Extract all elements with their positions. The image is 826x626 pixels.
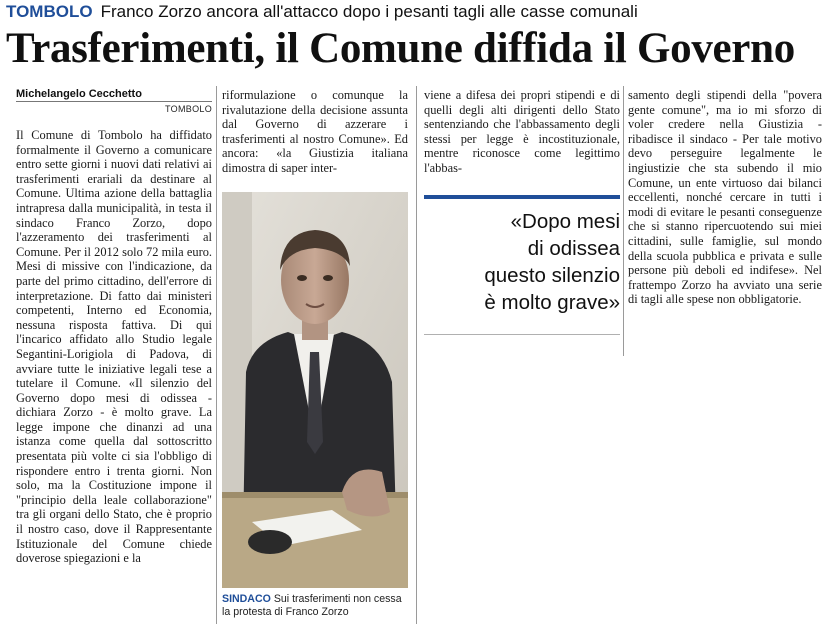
- article-text-col2: riformulazione o comunque la rivalutazione della decisione assunta dal Governo di azzerare i trasferimenti al nostro Comune». Ed ancora: «la Giustizia italiana dimostra di saper inter-: [222, 88, 408, 175]
- section-kicker: TOMBOLO: [6, 2, 93, 21]
- article-column-3: [424, 88, 620, 180]
- caption-label: SINDACO: [222, 593, 271, 605]
- subheadline: Franco Zorzo ancora all'attacco dopo i pesanti tagli alle casse comunali: [100, 2, 638, 21]
- pullquote-line-3: questo silenzio: [484, 264, 620, 287]
- pullquote-line-4: è molto grave»: [484, 291, 620, 314]
- headline: Trasferimenti, il Comune diffida il Governo: [6, 25, 795, 72]
- article-column-1: [16, 128, 212, 624]
- column-divider-3: [623, 86, 624, 356]
- pullquote-bottom-rule: [424, 334, 620, 335]
- pullquote-top-rule: [424, 195, 620, 199]
- pullquote-line-1: «Dopo mesi: [510, 210, 620, 233]
- article-text-col3: viene a difesa dei propri stipendi e di quelli degli alti dirigenti dello Stato sentenziando che l'abbassamento degli stessi per legge è incostituzionale, mentre riconosce come legittimo l'abbas-: [424, 88, 620, 175]
- subheadline-line: [6, 2, 822, 24]
- article-text-col4: samento degli stipendi della "povera gente comune", ma io mi sforzo di voler credere nella Giustizia - ribadisce il sindaco - Per tale motivo devo perseguire legalmente le ingiustizie che sta subendo il mio Comune, un ente virtuoso dai bilanci eccellenti, nonché cercare in tutti i modi di evitare le pesanti conseguenze che si stanno ripercuotendo sui miei cittadini, sulle famiglie, sul mondo della scuola pubblica e privata e sulle persone più deboli ed indifese». Nel frattempo Zorzo ha avviato una serie di tagli alle spese non obbligatorie.: [628, 88, 822, 307]
- byline-place: TOMBOLO: [165, 104, 212, 114]
- column-divider-1: [216, 86, 217, 624]
- article-column-4: [628, 88, 822, 350]
- mayor-photo: [222, 192, 408, 588]
- pullquote-line-2: di odissea: [527, 237, 620, 260]
- mayor-portrait-illustration: [222, 192, 408, 588]
- column-divider-2: [416, 86, 417, 624]
- article-text-col1: Il Comune di Tombolo ha diffidato formalmente il Governo a comunicare entro sette giorni i nuovi dati relativi ai trasferimenti erariali da destinare al Comune. Ultima azione della battaglia intrapresa dalla municipalità, in testa il sindaco Franco Zorzo, dopo l'azzeramento dei trasferimenti al Comune. Per il 2012 solo 72 mila euro. Mesi di missive con l'indicazione, da parte del primo cittadino, dell'errore di interpretazione. Di fatto dai ministeri competenti, Interno ed Economia, nessuna risposta fattiva. Di qui l'incarico affidato allo Studio legale Segantini-Lorigiola di Padova, di avviare tutte le iniziative legali tese a tutelare il Comune. «Il silenzio del Governo dopo mesi di odissea - dichiara Zorzo - è molto grave. La legge impone che dinanzi ad una istanza come quella dal sottoscritto presentata più volte ci sia l'obbligo di rispondere entro i trenta giorni. Non solo, ma la Costituzione impone il "principio della leale collaborazione" tra gli organi dello Stato, che è proprio il nostro caso, dove il Rappresentante Istituzionale del Comune chiede doverose spiegazioni e la: [16, 128, 212, 566]
- caption-text: Sui trasferimenti non cessa la protesta di Franco Zorzo: [222, 593, 402, 618]
- article-column-2: [222, 88, 408, 180]
- pullquote: [424, 208, 620, 324]
- byline-author: Michelangelo Cecchetto: [16, 88, 212, 102]
- photo-caption: [222, 593, 408, 619]
